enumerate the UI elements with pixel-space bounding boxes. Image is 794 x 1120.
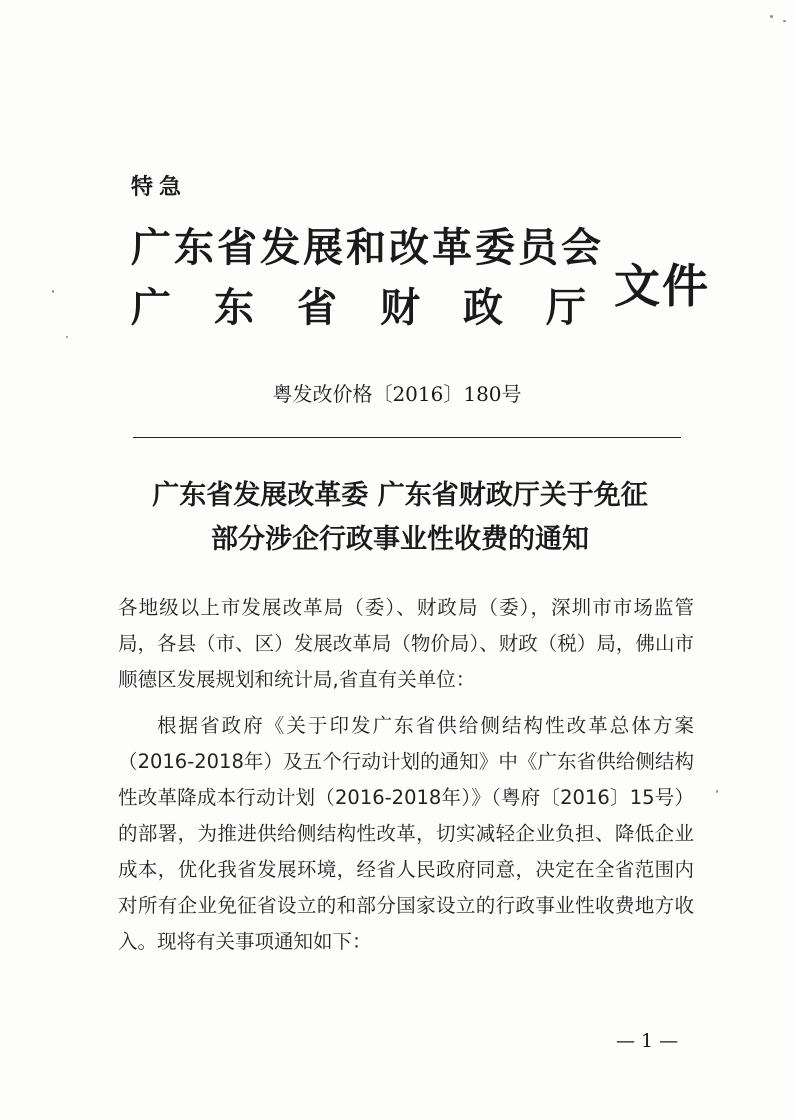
scan-speck	[770, 15, 773, 18]
scan-speck	[52, 290, 54, 293]
addressee-paragraph: 各地级以上市发展改革局（委）、财政局（委），深圳市市场监管局，各县（市、区）发展改革局（物价局）、财政（税）局，佛山市顺德区发展规划和统计局,省直有关单位：	[118, 596, 694, 691]
title-line-1: 广东省发展改革委 广东省财政厅关于免征	[152, 480, 648, 511]
urgency-mark: 特急	[131, 175, 188, 200]
page-number: — 1 —	[616, 1030, 679, 1052]
scan-speck	[66, 336, 68, 338]
document-type-label: 文件	[614, 259, 710, 313]
document-title	[60, 474, 740, 562]
title-line-2: 部分涉企行政事业性收费的通知	[211, 524, 589, 555]
scan-speck	[783, 20, 786, 22]
scan-speck	[716, 790, 718, 793]
issuer-name-1: 广东省发展和改革委员会	[131, 224, 604, 271]
document-number: 粤发改价格〔2016〕180号	[272, 382, 522, 406]
body-paragraph: 根据省政府《关于印发广东省供给侧结构性改革总体方案（2016-2018年）及五个行动计划的通知》中《广东省供给侧结构性改革降成本行动计划（2016-2018年）》（粤府〔2016〕15号）的部署，为推进供给侧结构性改革，切实减轻企业负担、降低企业成本，优化我省发展环境，经省人民政府同意，决定在全省范围内对所有企业免征省设立的和部分国家设立的行政事业性收费地方收入。现将有关事项通知如下：	[118, 714, 694, 953]
issuer-name-2: 广东省财政厅	[131, 284, 629, 331]
header-divider	[133, 437, 681, 438]
